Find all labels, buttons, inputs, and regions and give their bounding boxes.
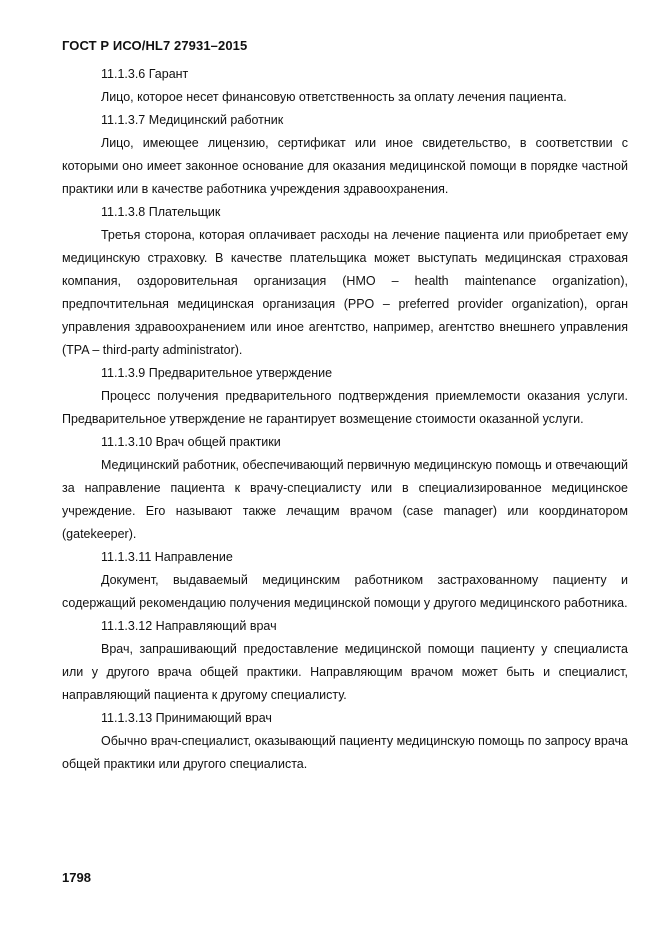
page-number: 1798 (62, 870, 91, 885)
document-body (62, 63, 628, 776)
term-heading: 11.1.3.12 Направляющий врач (101, 619, 277, 633)
term-heading: 11.1.3.11 Направление (101, 550, 233, 564)
term-definition: Медицинский работник, обеспечивающий первичную медицинскую помощь и отвечающий за направление пациента к врачу-специалисту или в специализированное медицинское учреждение. Его называют также лечащим врачом (case manager) или координатором (gatekeeper). (62, 458, 628, 541)
term-heading: 11.1.3.7 Медицинский работник (101, 113, 284, 127)
term-definition: Лицо, которое несет финансовую ответственность за оплату лечения пациента. (101, 90, 567, 104)
term-definition: Процесс получения предварительного подтверждения приемлемости оказания услуги. Предварительное утверждение не гарантирует возмещение стоимости оказанной услуги. (62, 389, 628, 426)
term-heading: 11.1.3.10 Врач общей практики (101, 435, 281, 449)
term-heading: 11.1.3.9 Предварительное утверждение (101, 366, 333, 380)
term-heading: 11.1.3.13 Принимающий врач (101, 711, 272, 725)
document-code-header: ГОСТ Р ИСО/HL7 27931–2015 (62, 38, 248, 53)
term-definition: Врач, запрашивающий предоставление медицинской помощи пациенту у специалиста или у другого врача общей практики. Направляющим врачом может быть и специалист, направляющий пациента к другому специалисту. (62, 642, 628, 702)
term-heading: 11.1.3.6 Гарант (101, 67, 189, 81)
term-heading: 11.1.3.8 Плательщик (101, 205, 221, 219)
term-definition: Документ, выдаваемый медицинским работником застрахованному пациенту и содержащий рекомендацию получения медицинской помощи у другого медицинского работника. (62, 573, 628, 610)
term-definition: Обычно врач-специалист, оказывающий пациенту медицинскую помощь по запросу врача общей практики или другого специалиста. (62, 734, 628, 771)
term-definition: Третья сторона, которая оплачивает расходы на лечение пациента или приобретает ему медицинскую страховку. В качестве плательщика может выступать медицинская страховая компания, оздоровительная организация (HMO – health maintenance organization), предпочтительная медицинская организация (PPO – preferred provider organization), орган управления здравоохранением или иное агентство, например, агентство внешнего управления (TPA – third-party administrator). (62, 228, 628, 357)
term-definition: Лицо, имеющее лицензию, сертификат или иное свидетельство, в соответствии с которыми оно имеет законное основание для оказания медицинской помощи в порядке частной практики или в качестве работника учреждения здравоохранения. (62, 136, 628, 196)
